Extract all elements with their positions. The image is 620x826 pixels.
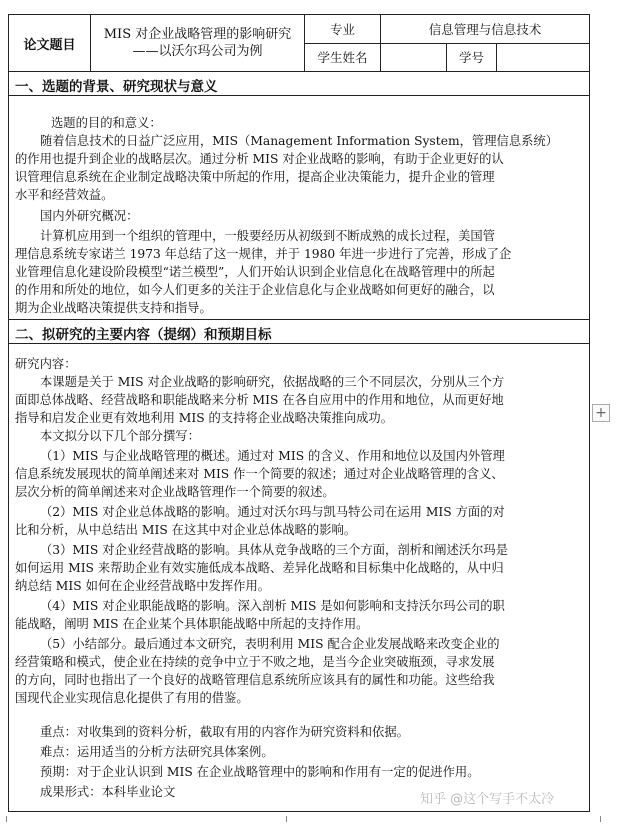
header-bottom-divider <box>9 71 589 72</box>
major-value: 信息管理与信息技术 <box>428 22 542 37</box>
proposal-table <box>8 14 590 812</box>
student-value-cell <box>381 43 447 71</box>
id-value-cell <box>497 43 589 71</box>
major-value-cell <box>381 15 589 43</box>
section2-line: 能战略，阐明 MIS 在企业某个具体职能战略中所起的支持作用。 <box>15 617 369 631</box>
section2-line: 本文拟分以下几个部分撰写： <box>40 429 200 443</box>
section1-line: 水平和经营效益。 <box>15 188 114 202</box>
page-corner-mark-right <box>600 816 607 822</box>
section2-line: 难点：运用适当的分析方法研究具体案例。 <box>40 745 274 759</box>
page-corner-mark-left <box>0 816 7 822</box>
section1-line: 识管理信息系统在企业制定战略决策中所起的作用，提高企业决策能力，提升企业的管理 <box>15 170 495 184</box>
section2-line: 研究内容： <box>15 357 77 371</box>
section2-line: 本课题是关于 MIS 对企业战略的影响研究，依据战略的三个不同层次，分别从三个方 <box>40 375 505 389</box>
thesis-title-line2: ——以沃尔玛公司为例 <box>132 44 263 59</box>
thesis-title-label: 论文题目 <box>23 37 76 53</box>
section2-line: 面即总体战略、经营战略和职能战略来分析 MIS 在各自应用中的作用和地位，从而更好地 <box>15 393 504 407</box>
student-label-cell <box>305 43 381 71</box>
thesis-title-cell <box>91 15 305 71</box>
section2-title: 二、拟研究的主要内容（提纲）和预期目标 <box>15 327 272 343</box>
section1-title: 一、选题的背景、研究现状与意义 <box>15 79 218 95</box>
section1-line: 计算机应用到一个组织的管理中，一般要经历从初级到不断成熟的成长过程，美国管 <box>40 229 495 243</box>
section2-line: 的方向，同时也指出了一个良好的战略管理信息系统所应该具有的属性和功能。这些给我 <box>15 673 495 687</box>
section2-line: 经营策略和模式，使企业在持续的竞争中立于不败之地，是当今企业突破瓶颈，寻求发展 <box>15 655 495 669</box>
section2-line: 层次分析的简单阐述来对企业战略管理作一个简要的叙述。 <box>15 485 335 499</box>
thesis-title-label-cell <box>9 15 91 71</box>
section1-line: 的作用和所处的地位，如今人们更多的关注于企业信息化与企业战略如何更好的融合，以 <box>15 283 495 297</box>
header-mid-divider <box>305 43 589 44</box>
section2-line: 指导和启发企业更有效地利用 MIS 的支持将企业战略决策推向成功。 <box>15 411 394 425</box>
section1-line: 业管理信息化建设阶段模型“诺兰模型”，人们开始认识到企业信息化在战略管理中的所起 <box>15 265 495 279</box>
section-divider <box>9 319 589 320</box>
section2-line: 国现代企业实现信息化提供了有用的借鉴。 <box>15 691 249 705</box>
expand-plus-button[interactable]: + <box>592 404 610 422</box>
section2-line: 信息系统发展现状的简单阐述来对 MIS 作一个简要的叙述；通过对企业战略管理的含义、 <box>15 467 504 481</box>
section2-line: （4）MIS 对企业职能战略的影响。深入剖析 MIS 是如何影响和支持沃尔玛公司的职 <box>40 599 505 613</box>
section2-line: 如何运用 MIS 来帮助企业有效实施低成本战略、差异化战略和目标集中化战略的，从中归 <box>15 561 504 575</box>
section2-title-divider <box>9 343 589 344</box>
section2-line: （1）MIS 与企业战略管理的概述。通过对 MIS 的含义、作用和地位以及国内外管理 <box>40 449 505 463</box>
thesis-title-line1: MIS 对企业战略管理的影响研究 <box>103 27 292 42</box>
major-label: 专业 <box>329 22 355 37</box>
section1-line: 理信息系统专家诺兰 1973 年总结了这一规律，并于 1980 年进一步进行了完善，形成了企 <box>15 247 512 261</box>
section1-line: 期为企业战略决策提供支持和指导。 <box>15 301 212 315</box>
section1-line: 的作用也提升到企业的战略层次。通过分析 MIS 对企业战略的影响，有助于企业更好的认 <box>15 152 504 166</box>
section2-line: 纳总结 MIS 如何在企业经营战略中发挥作用。 <box>15 579 271 593</box>
section2-line: 成果形式：本科毕业论文 <box>40 785 176 799</box>
section2-line: 比和分析，从中总结出 MIS 在这其中对企业总体战略的影响。 <box>15 523 357 537</box>
section2-line: 预期：对于企业认识到 MIS 在企业战略管理中的影响和作用有一定的促进作用。 <box>40 765 480 779</box>
page-corner-mark-mid <box>286 816 293 822</box>
student-label: 学生姓名 <box>317 50 368 65</box>
section2-line: 重点：对收集到的资料分析，截取有用的内容作为研究资料和依据。 <box>40 725 409 739</box>
id-label-cell <box>447 43 497 71</box>
section2-line: （2）MIS 对企业总体战略的影响。通过对沃尔玛与凯马特公司在运用 MIS 方面的对 <box>40 505 505 519</box>
section1-line: 随着信息技术的日益广泛应用，MIS（Management Information System，管理信息系统） <box>40 134 559 148</box>
zhihu-watermark: 知乎 @这个写手不太冷 <box>420 792 555 807</box>
section1-line: 选题的目的和意义： <box>51 116 162 130</box>
section1-title-divider <box>9 95 589 96</box>
section2-line: （5）小结部分。最后通过本文研究，表明利用 MIS 配合企业发展战略来改变企业的 <box>40 637 500 651</box>
section1-line: 国内外研究概况： <box>40 209 139 223</box>
major-label-cell <box>305 15 381 43</box>
id-label: 学号 <box>458 50 484 65</box>
section2-line: （3）MIS 对企业经营战略的影响。具体从竞争战略的三个方面，剖析和阐述沃尔玛是 <box>40 543 508 557</box>
